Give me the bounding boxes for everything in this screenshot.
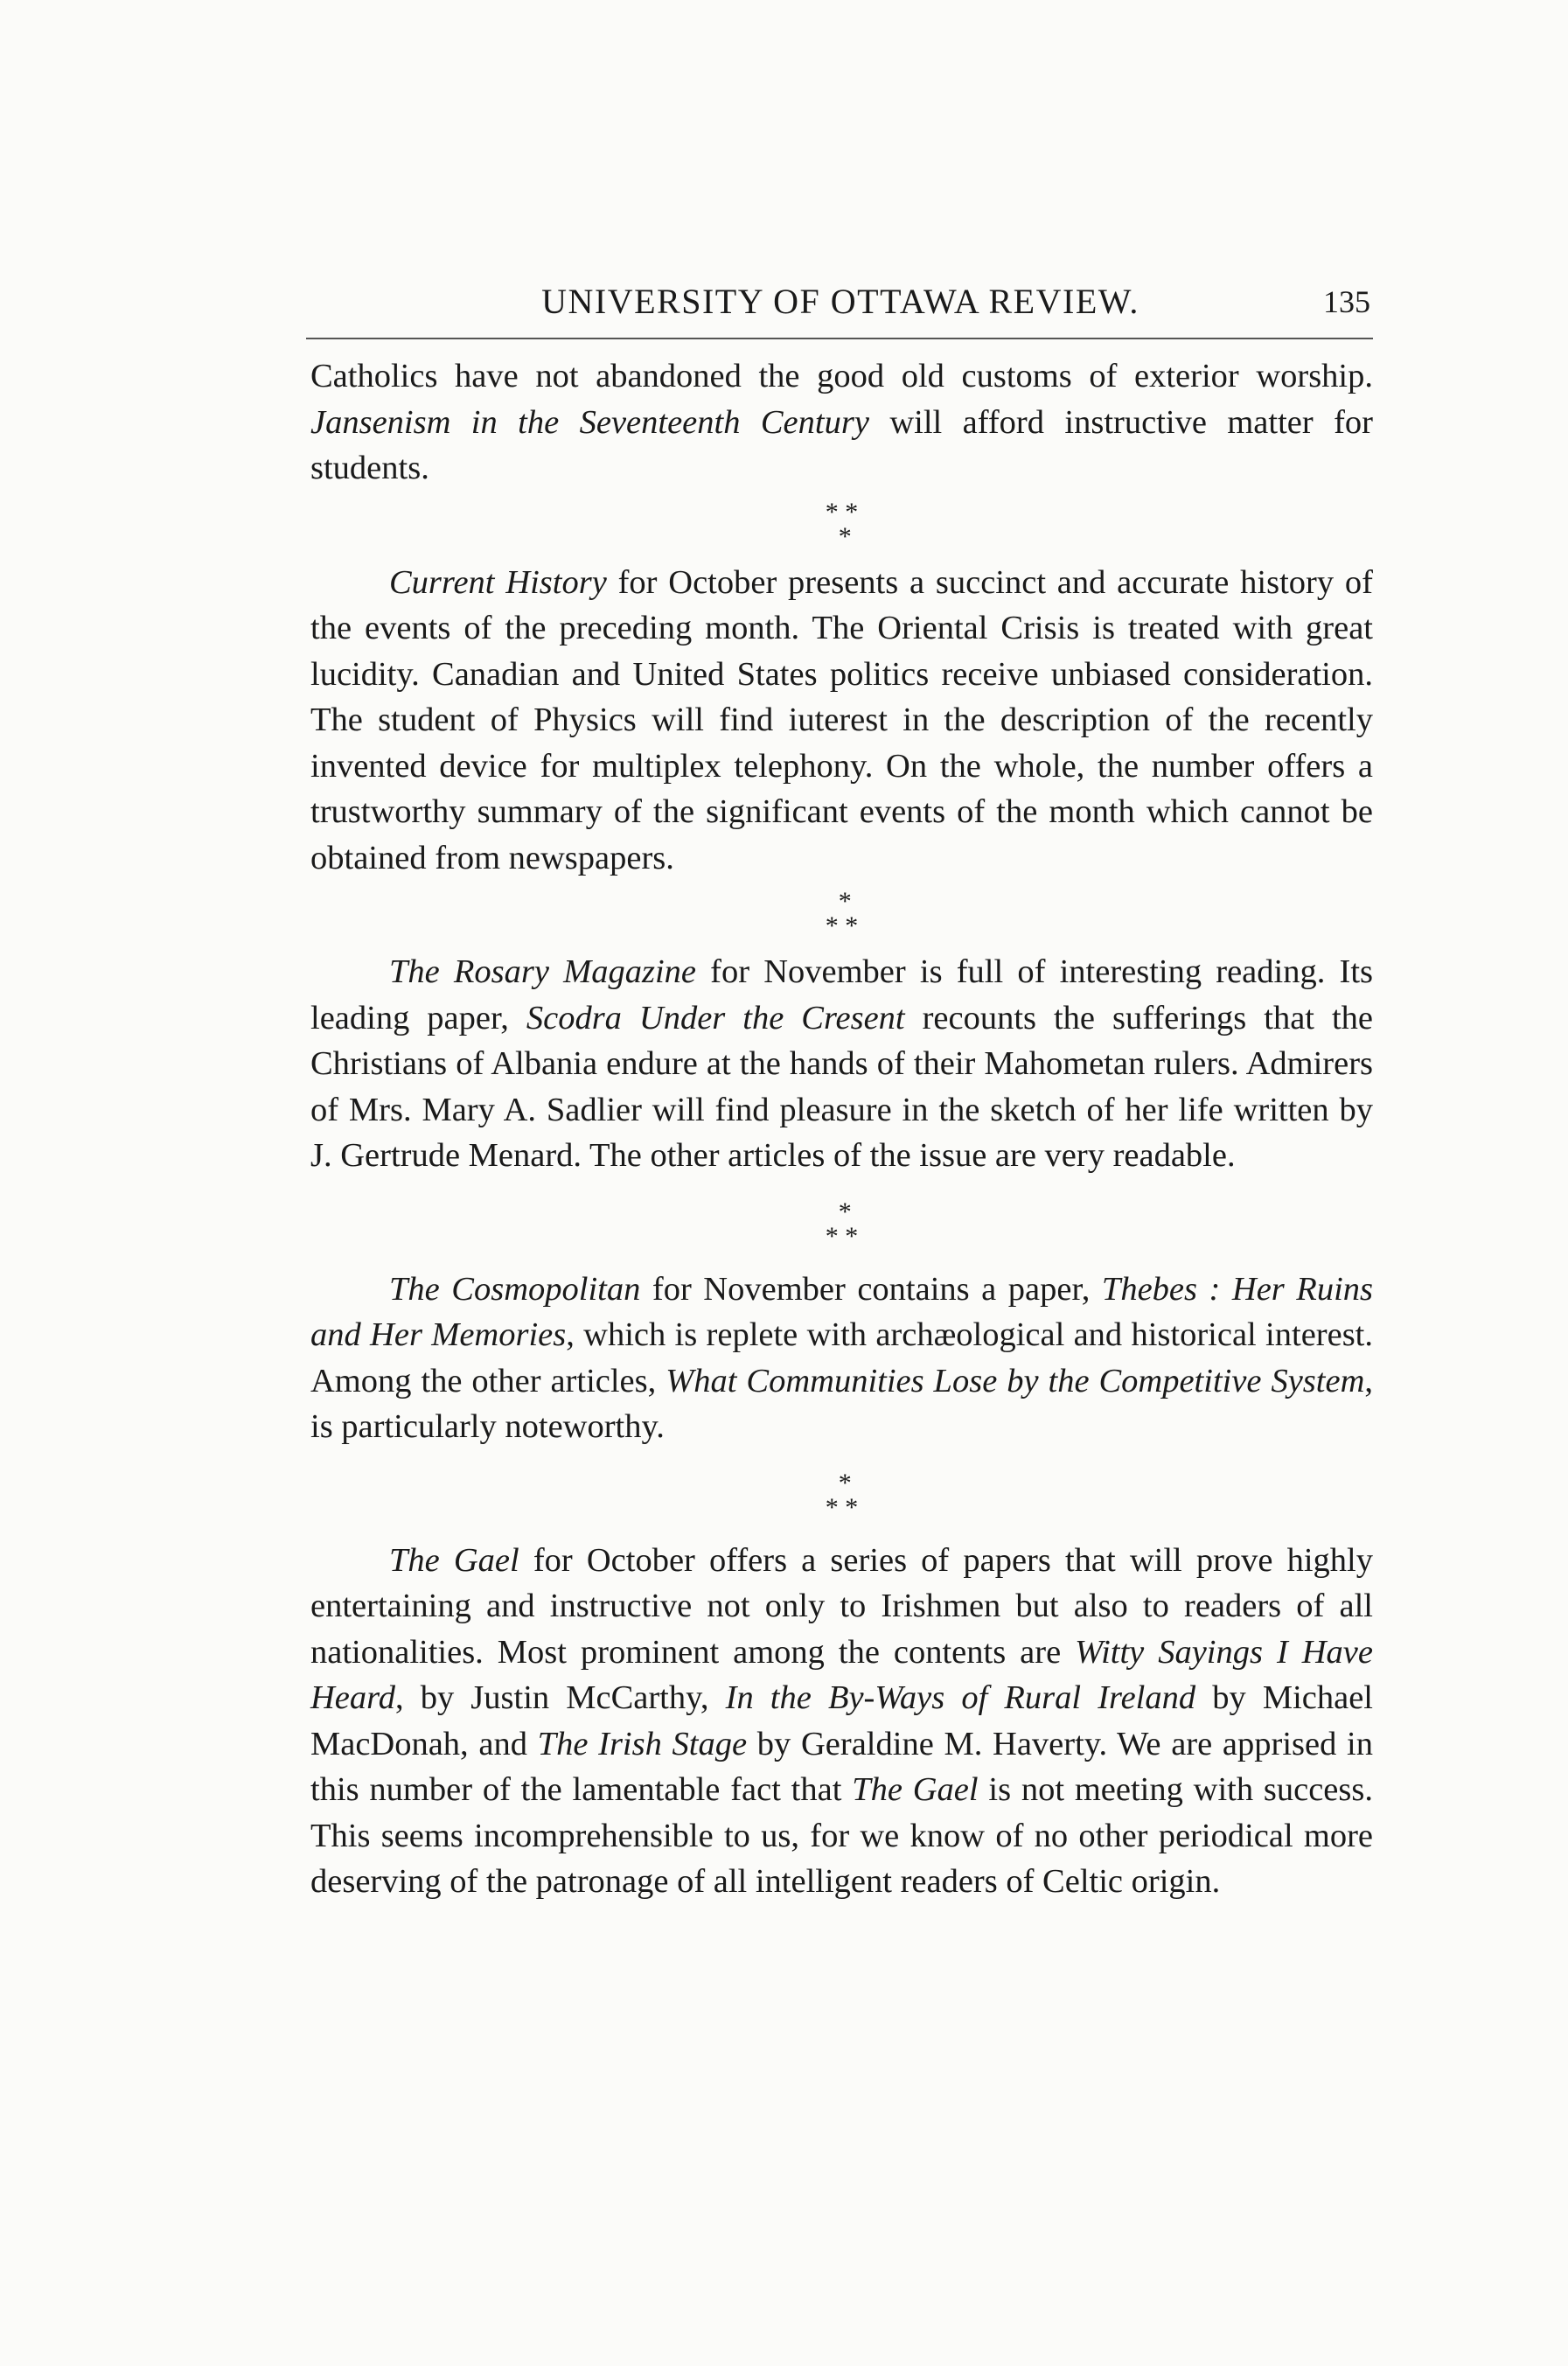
text-run: Catholics have not abandoned the good old customs of exterior worship. (310, 358, 1373, 394)
text-run: by Geraldine M. Haverty. We are apprised in this number of the lamentable fact that (310, 1725, 1373, 1808)
text-run: is not meeting with success. This seems incomprehensible to us, for we know of no other periodical more deserving of the patronage of all intelligent readers of Celtic origin. (310, 1771, 1373, 1900)
text-run: recounts the sufferings that the Christians of Albania endure at the hands of their Mahometan rulers. Admirers of Mrs. Mary A. Sadlier will find pleasure in the sketch of her life written by J. Gertrude Menard. The other articles of the issue are very readable. (310, 999, 1373, 1174)
text-run: , which is replete with archæological and historical interest. Among the other articles, (310, 1316, 1374, 1399)
section-separator (310, 1179, 1373, 1267)
italic-title: Witty Sayings I Have Heard (310, 1633, 1373, 1716)
asterism-glyph: * * * (825, 887, 859, 940)
running-head: UNIVERSITY OF OTTAWA REVIEW. (541, 282, 1139, 321)
italic-title: The Gael (389, 1541, 519, 1579)
text-run: , is particularly noteworthy. (310, 1362, 1373, 1445)
article-body (310, 353, 1373, 1905)
italic-title: The Rosary Magazine (389, 953, 696, 990)
section-separator (310, 1450, 1373, 1538)
paragraph (310, 1267, 1373, 1450)
text-run: for October offers a series of papers that will prove highly entertaining and instructive not only to Irishmen but also to readers of all nationalities. Most prominent among the contents are (310, 1541, 1374, 1671)
text-run: will afford instructive matter for students. (310, 403, 1373, 486)
asterism-glyph: * * * (825, 497, 859, 551)
asterism-glyph: * * * (825, 1197, 859, 1251)
italic-title: Thebes : Her Ruins and Her Memories (310, 1270, 1373, 1353)
asterism-glyph: * * * (825, 1468, 859, 1522)
italic-title: The Gael (852, 1771, 979, 1808)
paragraph (310, 560, 1373, 882)
text-run: for November contains a paper, (640, 1270, 1102, 1308)
italic-title: In the By-Ways of Rural Ireland (725, 1679, 1196, 1716)
text-run: for October presents a succinct and accurate history of the events of the preceding month. The Oriental Crisis is treated with great lucidity. Canadian and United States politics receive unbiased consideration. The student of Physics will find iuterest in the description of the recently invented device for multiplex telephony. On the whole, the number offers a trustworthy summary of the significant events of the month which cannot be obtained from newspapers. (310, 563, 1373, 876)
page-number: 135 (1323, 284, 1370, 319)
italic-title: The Irish Stage (537, 1725, 748, 1762)
italic-title: What Communities Lose by the Competitive System (666, 1362, 1365, 1399)
italic-title: The Cosmopolitan (389, 1270, 641, 1308)
italic-title: Jansenism in the Seventeenth Century (310, 403, 869, 441)
page-header (310, 280, 1370, 332)
text-run: for November is full of interesting reading. Its leading paper, (310, 953, 1373, 1036)
text-run: , by Justin McCarthy, (394, 1679, 726, 1716)
text-run: by Michael MacDonah, and (310, 1679, 1374, 1762)
header-rule (306, 338, 1373, 339)
section-separator (310, 881, 1373, 949)
italic-title: Scodra Under the Cresent (526, 999, 905, 1036)
section-separator (310, 492, 1373, 560)
paragraph (310, 353, 1373, 492)
paragraph (310, 949, 1373, 1179)
italic-title: Current History (389, 563, 607, 601)
paragraph (310, 1538, 1373, 1905)
